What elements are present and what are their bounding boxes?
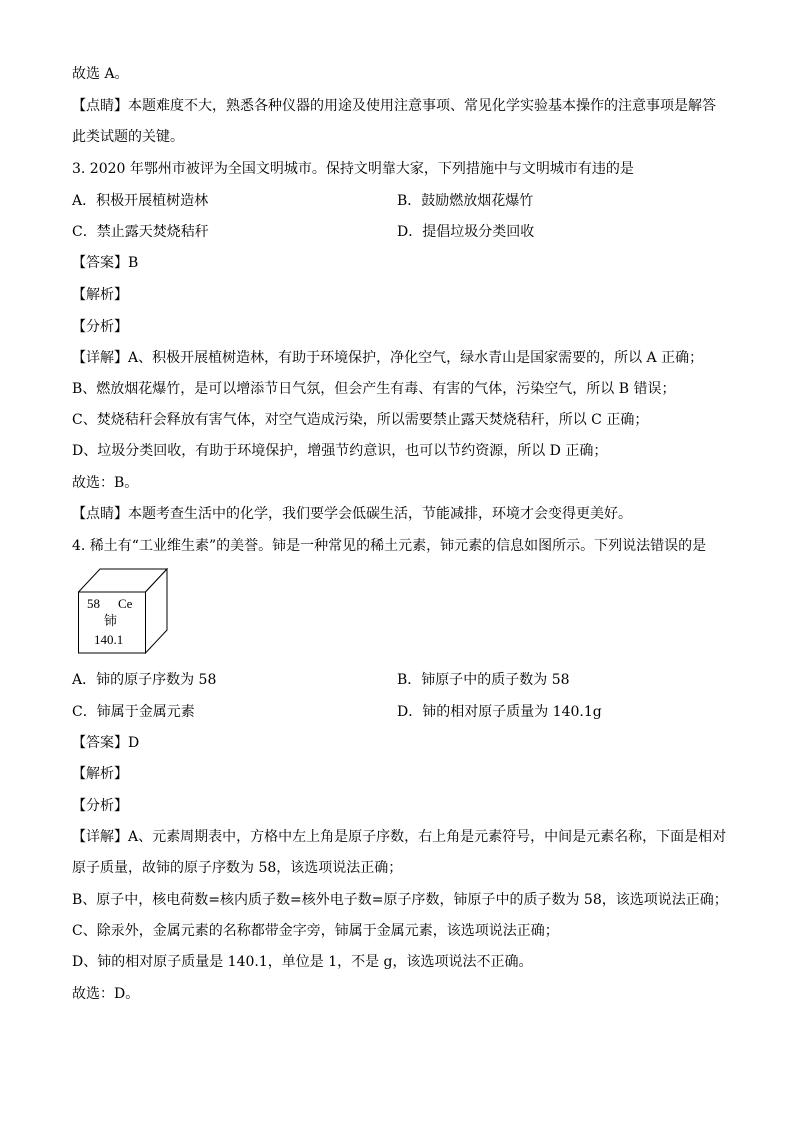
element-atomic-mass: 140.1	[94, 632, 124, 647]
q3-detail-a: 【详解】A、积极开展植树造林，有助于环境保护，净化空气，绿水青山是国家需要的，所以 A 正确；	[72, 350, 704, 366]
q4-jiexi: 【解析】	[72, 766, 128, 782]
q4-detail-a-line1: 【详解】A、元素周期表中，方格中左上角是原子序数，右上角是元素符号，中间是元素名称，下面是相对	[72, 829, 727, 845]
element-cell-figure	[78, 568, 168, 654]
q3-dianjing: 【点睛】本题考查生活中的化学，我们要学会低碳生活，节能减排，环境才会变得更美好。	[72, 506, 632, 522]
q4-conclusion: 故选：D。	[72, 986, 140, 1002]
q4-option-c: C．铈属于金属元素	[72, 704, 195, 720]
previous-dianjing-line1: 【点睛】本题难度不大，熟悉各种仪器的用途及使用注意事项、常见化学实验基本操作的注意事项是解答	[72, 98, 716, 114]
question-3-stem: 3. 2020 年鄂州市被评为全国文明城市。保持文明靠大家，下列措施中与文明城市有违的是	[72, 161, 634, 177]
q4-detail-c: C、除汞外，金属元素的名称都带金字旁，铈属于金属元素，该选项说法正确；	[72, 923, 559, 939]
q3-detail-c: C、焚烧秸秆会释放有害气体，对空气造成污染，所以需要禁止露天焚烧秸秆，所以 C 正确；	[72, 412, 649, 428]
previous-dianjing-line2: 此类试题的关键。	[72, 129, 184, 145]
previous-conclusion: 故选 A。	[72, 66, 129, 82]
q3-answer: 【答案】B	[72, 255, 139, 271]
q3-option-d: D．提倡垃圾分类回收	[397, 224, 535, 240]
q3-jiexi: 【解析】	[72, 287, 128, 303]
q4-fenxi: 【分析】	[72, 798, 128, 814]
q4-detail-a-line2: 原子质量，故铈的原子序数为 58，该选项说法正确；	[72, 860, 403, 876]
q4-answer: 【答案】D	[72, 735, 140, 751]
element-atomic-number: 58	[87, 596, 100, 611]
q4-option-d: D．铈的相对原子质量为 140.1g	[397, 704, 602, 720]
q3-option-b: B．鼓励燃放烟花爆竹	[397, 193, 534, 209]
q3-option-a: A．积极开展植树造林	[72, 193, 209, 209]
q3-detail-d: D、垃圾分类回收，有助于环境保护，增强节约意识，也可以节约资源，所以 D 正确；	[72, 443, 608, 459]
q3-conclusion: 故选：B。	[72, 475, 139, 491]
q4-detail-d: D、铈的相对原子质量是 140.1，单位是 1，不是 g，该选项说法不正确。	[72, 954, 533, 970]
element-symbol: Ce	[118, 596, 133, 611]
element-name: 铈	[104, 613, 118, 628]
q3-option-c: C．禁止露天焚烧秸秆	[72, 224, 209, 240]
q3-fenxi: 【分析】	[72, 319, 128, 335]
q4-option-b: B．铈原子中的质子数为 58	[397, 672, 570, 688]
q4-option-a: A．铈的原子序数为 58	[72, 672, 217, 688]
q4-detail-b: B、原子中，核电荷数=核内质子数=核外电子数=原子序数，铈原子中的质子数为 58，该选项说法正确；	[72, 892, 728, 908]
question-4-stem: 4. 稀土有“工业维生素”的美誉。铈是一种常见的稀土元素，铈元素的信息如图所示。下列说法错误的是	[72, 538, 707, 554]
q3-detail-b: B、燃放烟花爆竹，是可以增添节日气氛，但会产生有毒、有害的气体，污染空气，所以 B 错误；	[72, 381, 676, 397]
